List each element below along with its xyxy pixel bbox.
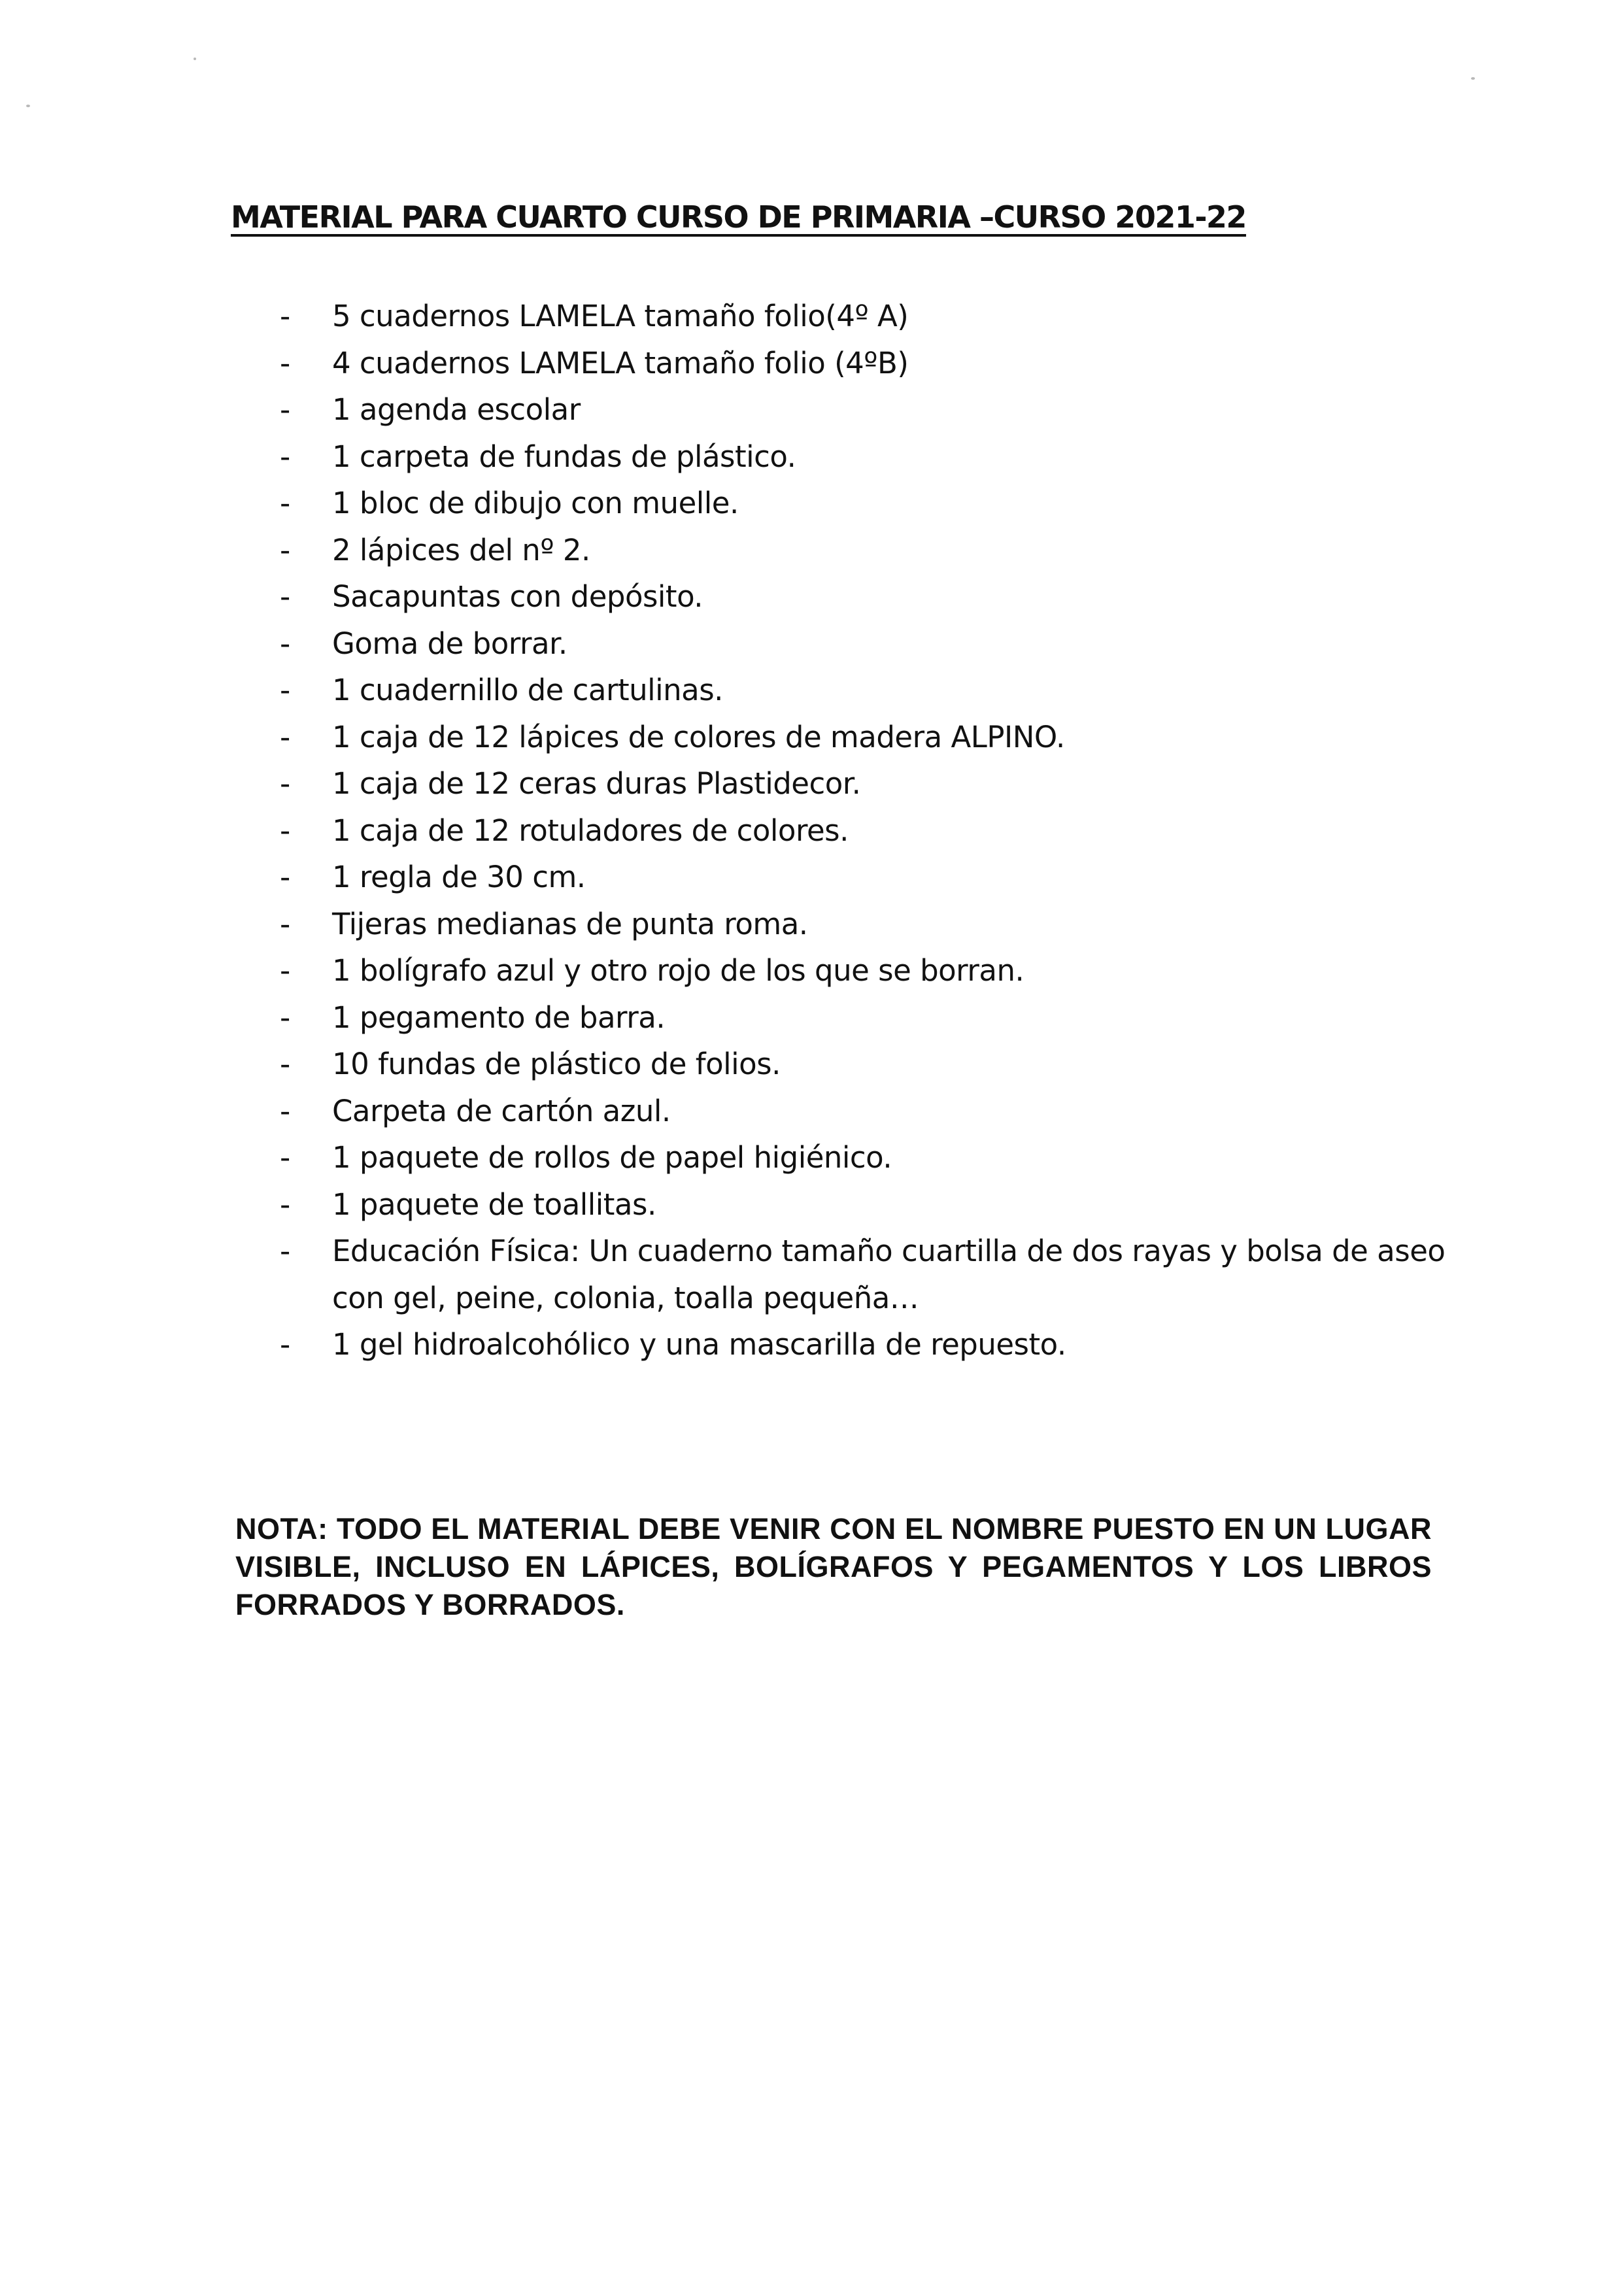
list-item-text: 1 bolígrafo azul y otro rojo de los que se borran. [332,953,1024,988]
list-item [275,667,1451,714]
list-item [275,947,1451,994]
list-item-text: 1 paquete de rollos de papel higiénico. [332,1140,892,1175]
list-bullet: - [280,766,290,801]
list-bullet: - [280,1234,290,1268]
list-item [275,714,1451,761]
list-item-text: 1 cuadernillo de cartulinas. [332,673,723,707]
list-bullet: - [280,1187,290,1222]
list-bullet: - [280,532,290,567]
list-item-text: 1 carpeta de fundas de plástico. [332,439,796,474]
list-item [275,1134,1451,1181]
note-paragraph: NOTA: TODO EL MATERIAL DEBE VENIR CON EL NOMBRE PUESTO EN UN LUGAR VISIBLE, INCLUSO EN LÁPICES, BOLÍGRAFOS Y PEGAMENTOS Y LOS LIBROS FORRADOS Y BORRADOS. [235,1512,1432,1621]
list-bullet: - [280,906,290,941]
list-item [275,293,1451,340]
list-item [275,1181,1451,1228]
list-bullet: - [280,626,290,661]
list-item-text: Tijeras medianas de punta roma. [332,906,808,941]
list-bullet: - [280,439,290,474]
list-item [275,1088,1451,1135]
list-item-text: 2 lápices del nº 2. [332,532,590,567]
list-item [275,854,1451,901]
list-item-text: 5 cuadernos LAMELA tamaño folio(4º A) [332,299,909,333]
list-item [275,1041,1451,1088]
list-bullet: - [280,719,290,754]
list-bullet: - [280,1140,290,1175]
scan-speck [26,105,30,107]
list-item-text: 1 regla de 30 cm. [332,860,586,894]
list-item-text: 1 caja de 12 ceras duras Plastidecor. [332,766,861,801]
list-item-text: Goma de borrar. [332,626,567,661]
list-item [275,620,1451,667]
list-bullet: - [280,345,290,380]
list-bullet: - [280,299,290,333]
scan-speck [1471,77,1475,80]
list-item-text: Educación Física: Un cuaderno tamaño cuartilla de dos rayas y bolsa de aseo con gel, peine, colonia, toalla pequeña… [332,1234,1446,1315]
list-item-text: 1 agenda escolar [332,392,581,427]
list-item [275,386,1451,433]
scan-speck [194,58,196,60]
list-bullet: - [280,953,290,988]
list-item-text: Carpeta de cartón azul. [332,1093,671,1128]
list-item [275,340,1451,387]
list-bullet: - [280,1327,290,1362]
list-item-text: 1 pegamento de barra. [332,1000,666,1035]
list-item-text: 1 caja de 12 lápices de colores de madera ALPINO. [332,719,1065,754]
list-bullet: - [280,673,290,707]
list-bullet: - [280,813,290,848]
list-bullet: - [280,579,290,614]
list-item-text: 1 bloc de dibujo con muelle. [332,486,739,520]
list-bullet: - [280,392,290,427]
list-item [275,807,1451,854]
list-item-text: 1 paquete de toallitas. [332,1187,656,1222]
list-bullet: - [280,1047,290,1081]
list-item [275,1321,1451,1368]
list-item [275,433,1451,481]
list-item-text: 4 cuadernos LAMELA tamaño folio (4ºB) [332,345,909,380]
list-item [275,1228,1451,1321]
list-item [275,480,1451,527]
list-item [275,901,1451,948]
list-bullet: - [280,860,290,894]
list-bullet: - [280,1000,290,1035]
list-item-text: 1 gel hidroalcohólico y una mascarilla de repuesto. [332,1327,1066,1362]
list-item-text: 10 fundas de plástico de folios. [332,1047,781,1081]
list-bullet: - [280,486,290,520]
list-item-text: Sacapuntas con depósito. [332,579,703,614]
list-bullet: - [280,1093,290,1128]
material-list [275,293,1451,1368]
document-title: MATERIAL PARA CUARTO CURSO DE PRIMARIA –CURSO 2021-22 [231,199,1246,235]
list-item [275,573,1451,620]
list-item [275,527,1451,574]
list-item-text: 1 caja de 12 rotuladores de colores. [332,813,849,848]
list-item [275,760,1451,807]
list-item [275,994,1451,1041]
